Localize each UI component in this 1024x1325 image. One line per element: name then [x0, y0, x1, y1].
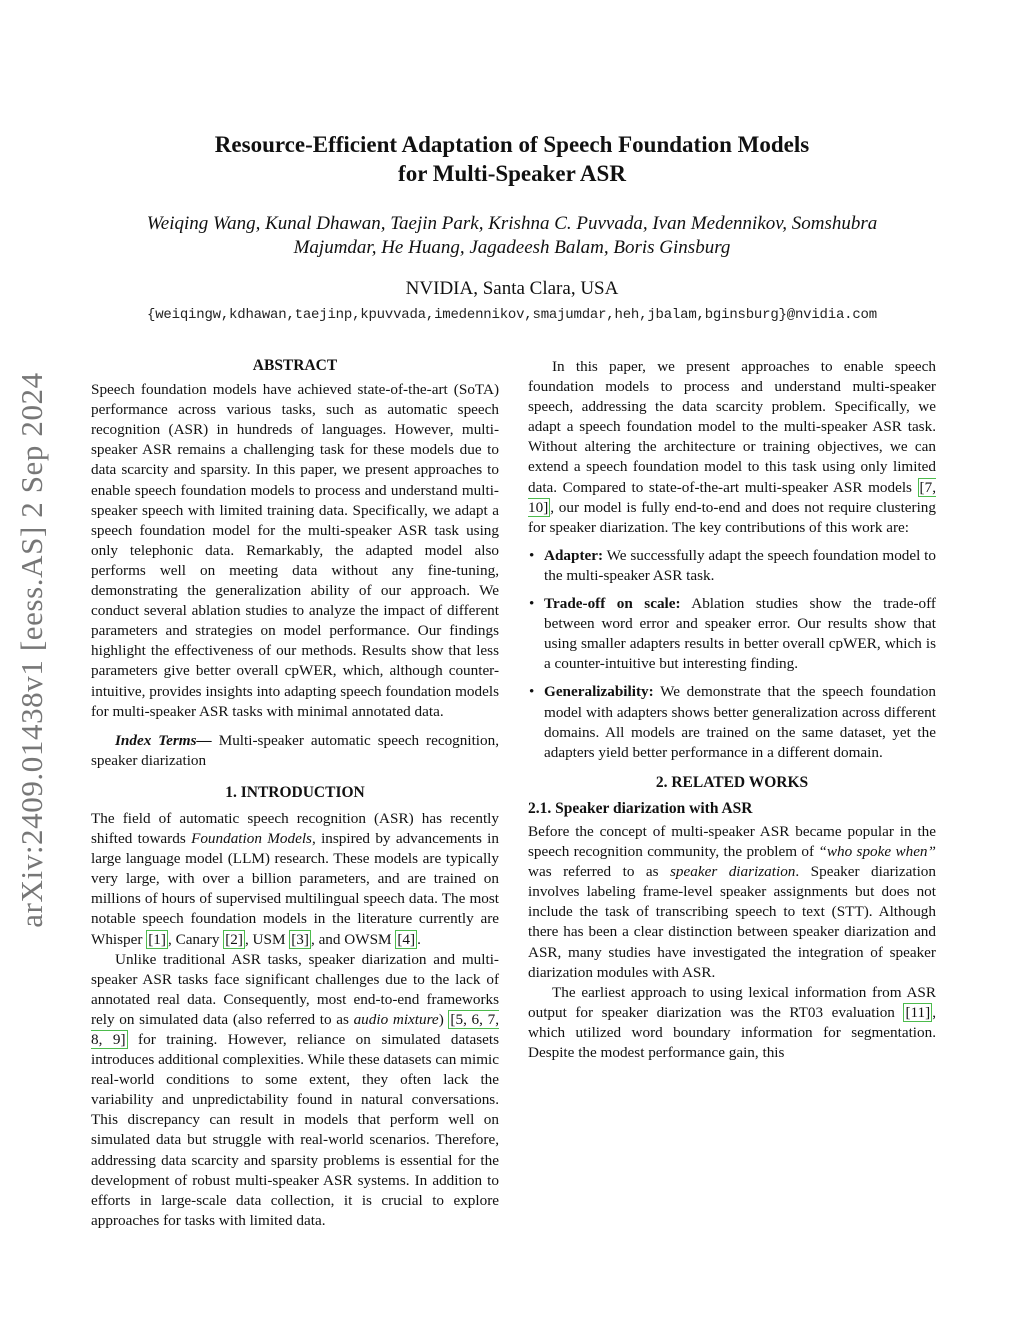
related-paragraph-1: Before the concept of multi-speaker ASR became popular in the speech recognition community, the problem of “who spoke when” was referred to as speaker diarization. Speaker diarization involves labeling frame-level speaker assignments but does not include the task of transcribing speech to text (STT). Although there has been a clear distinction between speaker diarization and ASR, many studies have investigated the integration of speaker diarization modules with ASR.: [528, 822, 936, 981]
abstract-heading: ABSTRACT: [252, 357, 338, 374]
affiliation: NVIDIA, Santa Clara, USA: [405, 278, 619, 299]
author-list: [110, 212, 914, 260]
contribution-item: • Adapter: We successfully adapt the speech foundation model to the multi-speaker ASR task.: [528, 546, 936, 586]
speaker-diarization-subheading: 2.1. Speaker diarization with ASR: [528, 799, 753, 817]
abstract-text: Speech foundation models have achieved state-of-the-art (SoTA) performance across various tasks, such as automatic speech recognition (ASR) in hundreds of languages. However, multi-speaker ASR remains a challenging task for these models due to data scarcity and sparsity. In this paper, we present approaches to enable speech foundation models to process and understand multi-speaker speech with limited training data. Specifically, we adapt a speech foundation model for the multi-speaker ASR task using only telephonic data. Remarkably, the adapted model also performs well on meeting data without any fine-tuning, demonstrating the generalization ability of our approach. We conduct several ablation studies to analyze the impact of different parameters and strategies on model performance. Our findings highlight the effectiveness of our methods. Results show that less parameters give better overall cpWER, which, although counter-intuitive, provides insights into adapting speech foundation models for multi-speaker ASR tasks with minimal annotated data.: [91, 381, 499, 720]
citation-link[interactable]: [5, 6, 7, 8, 9]: [91, 1010, 499, 1048]
intro-paragraph-2: Unlike traditional ASR tasks, speaker diarization and multi-speaker ASR tasks face significant challenges due to the lack of annotated real data. Consequently, most end-to-end frameworks rely on simulated data (also referred to as audio mixture) [5, 6, 7, 8, 9] for training. However, reliance on simulated datasets introduces additional complexities. While these datasets can mimic real-world conditions to some extent, they often lack the variability and unpredictability found in natural conversations. This discrepancy can result in models that perform well on simulated data but struggle with real-world scenarios. Therefore, addressing data scarcity and sparsity problems is essential for the development of robust multi-speaker ASR systems. In addition to efforts in large-scale data collection, it is crucial to explore approaches for tasks with limited data.: [91, 950, 499, 1229]
related-works-heading: 2. RELATED WORKS: [655, 773, 809, 791]
citation-link[interactable]: [11]: [905, 1003, 931, 1021]
left-column: [91, 356, 499, 1231]
related-paragraph-2: The earliest approach to using lexical information from ASR output for speaker diarization was the RT03 evaluation [11] , which utilized word boundary information for segmentation. Despite the modest performance gain, this: [528, 983, 936, 1061]
intro-paragraph-3: In this paper, we present approaches to enable speech foundation models to process and understand multi-speaker speech, addressing the data scarcity problem. Specifically, we adapt a speech foundation model to the multi-speaker ASR task. Without altering the architecture or training objectives, we can extend a speech foundation model to this task using only limited data. Compared to state-of-the-art multi-speaker ASR models [7, 10] , our model is fully end-to-end and does not require clustering for speaker diarization. The key contributions of this work are:: [528, 358, 936, 536]
contribution-item: • Generalizability: We demonstrate that the speech foundation model with adapters shows better generalization across different domains. All models are trained on the same dataset, yet the adapters yield better performance in a different domain.: [528, 682, 936, 762]
audio-mixture-term: audio mixture: [353, 1010, 439, 1028]
author-emails: {weiqingw,kdhawan,taejinp,kpuvvada,imedennikov,smajumdar,heh,jbalam,bginsburg}@nvidia.com: [147, 307, 877, 323]
index-terms-label: Index Terms—: [115, 731, 212, 749]
authors-line-2: Majumdar, He Huang, Jagadeesh Balam, Boris Ginsburg: [293, 237, 731, 258]
paper-title: [120, 130, 904, 188]
intro-paragraph-1: The field of automatic speech recognition (ASR) has recently shifted towards Foundation Models, inspired by advancements in large language model (LLM) research. These models are typically very large, with over a billion parameters, and are trained on millions of hours of supervised multilingual speech data. The most notable speech foundation models in the literature currently are Whisper [1] , Canary [2] , USM [3] , and OWSM [4] .: [91, 809, 499, 948]
intro-heading: 1. INTRODUCTION: [225, 783, 365, 801]
authors-line-1: Weiqing Wang, Kunal Dhawan, Taejin Park, Krishna C. Puvvada, Ivan Medennikov, Somshubra: [146, 213, 878, 234]
contributions-list: [528, 546, 936, 763]
index-terms: [91, 731, 499, 771]
citation-link[interactable]: [3]: [291, 930, 309, 948]
citation-link[interactable]: [7, 10]: [528, 478, 936, 516]
title-line-1: Resource-Efficient Adaptation of Speech Foundation Models: [214, 132, 810, 157]
citation-link[interactable]: [1]: [148, 930, 166, 948]
arxiv-identifier: arXiv:2409.01438v1 [eess.AS] 2 Sep 2024: [14, 372, 49, 928]
title-line-2: for Multi-Speaker ASR: [398, 161, 626, 186]
index-terms-text: Multi-speaker automatic speech recognition, speaker diarization: [91, 731, 500, 769]
arxiv-side-stamp: [0, 355, 64, 945]
citation-link[interactable]: [2]: [225, 930, 243, 948]
right-column: [528, 357, 936, 1063]
foundation-models-term: Foundation Models: [191, 830, 312, 848]
citation-link[interactable]: [4]: [397, 930, 416, 948]
contribution-item: • Trade-off on scale: Ablation studies show the trade-off between word error and speaker error. Our results show that using smaller adapters results in better overall cpWER, which is a counter-intuitive but interesting finding.: [528, 594, 936, 674]
